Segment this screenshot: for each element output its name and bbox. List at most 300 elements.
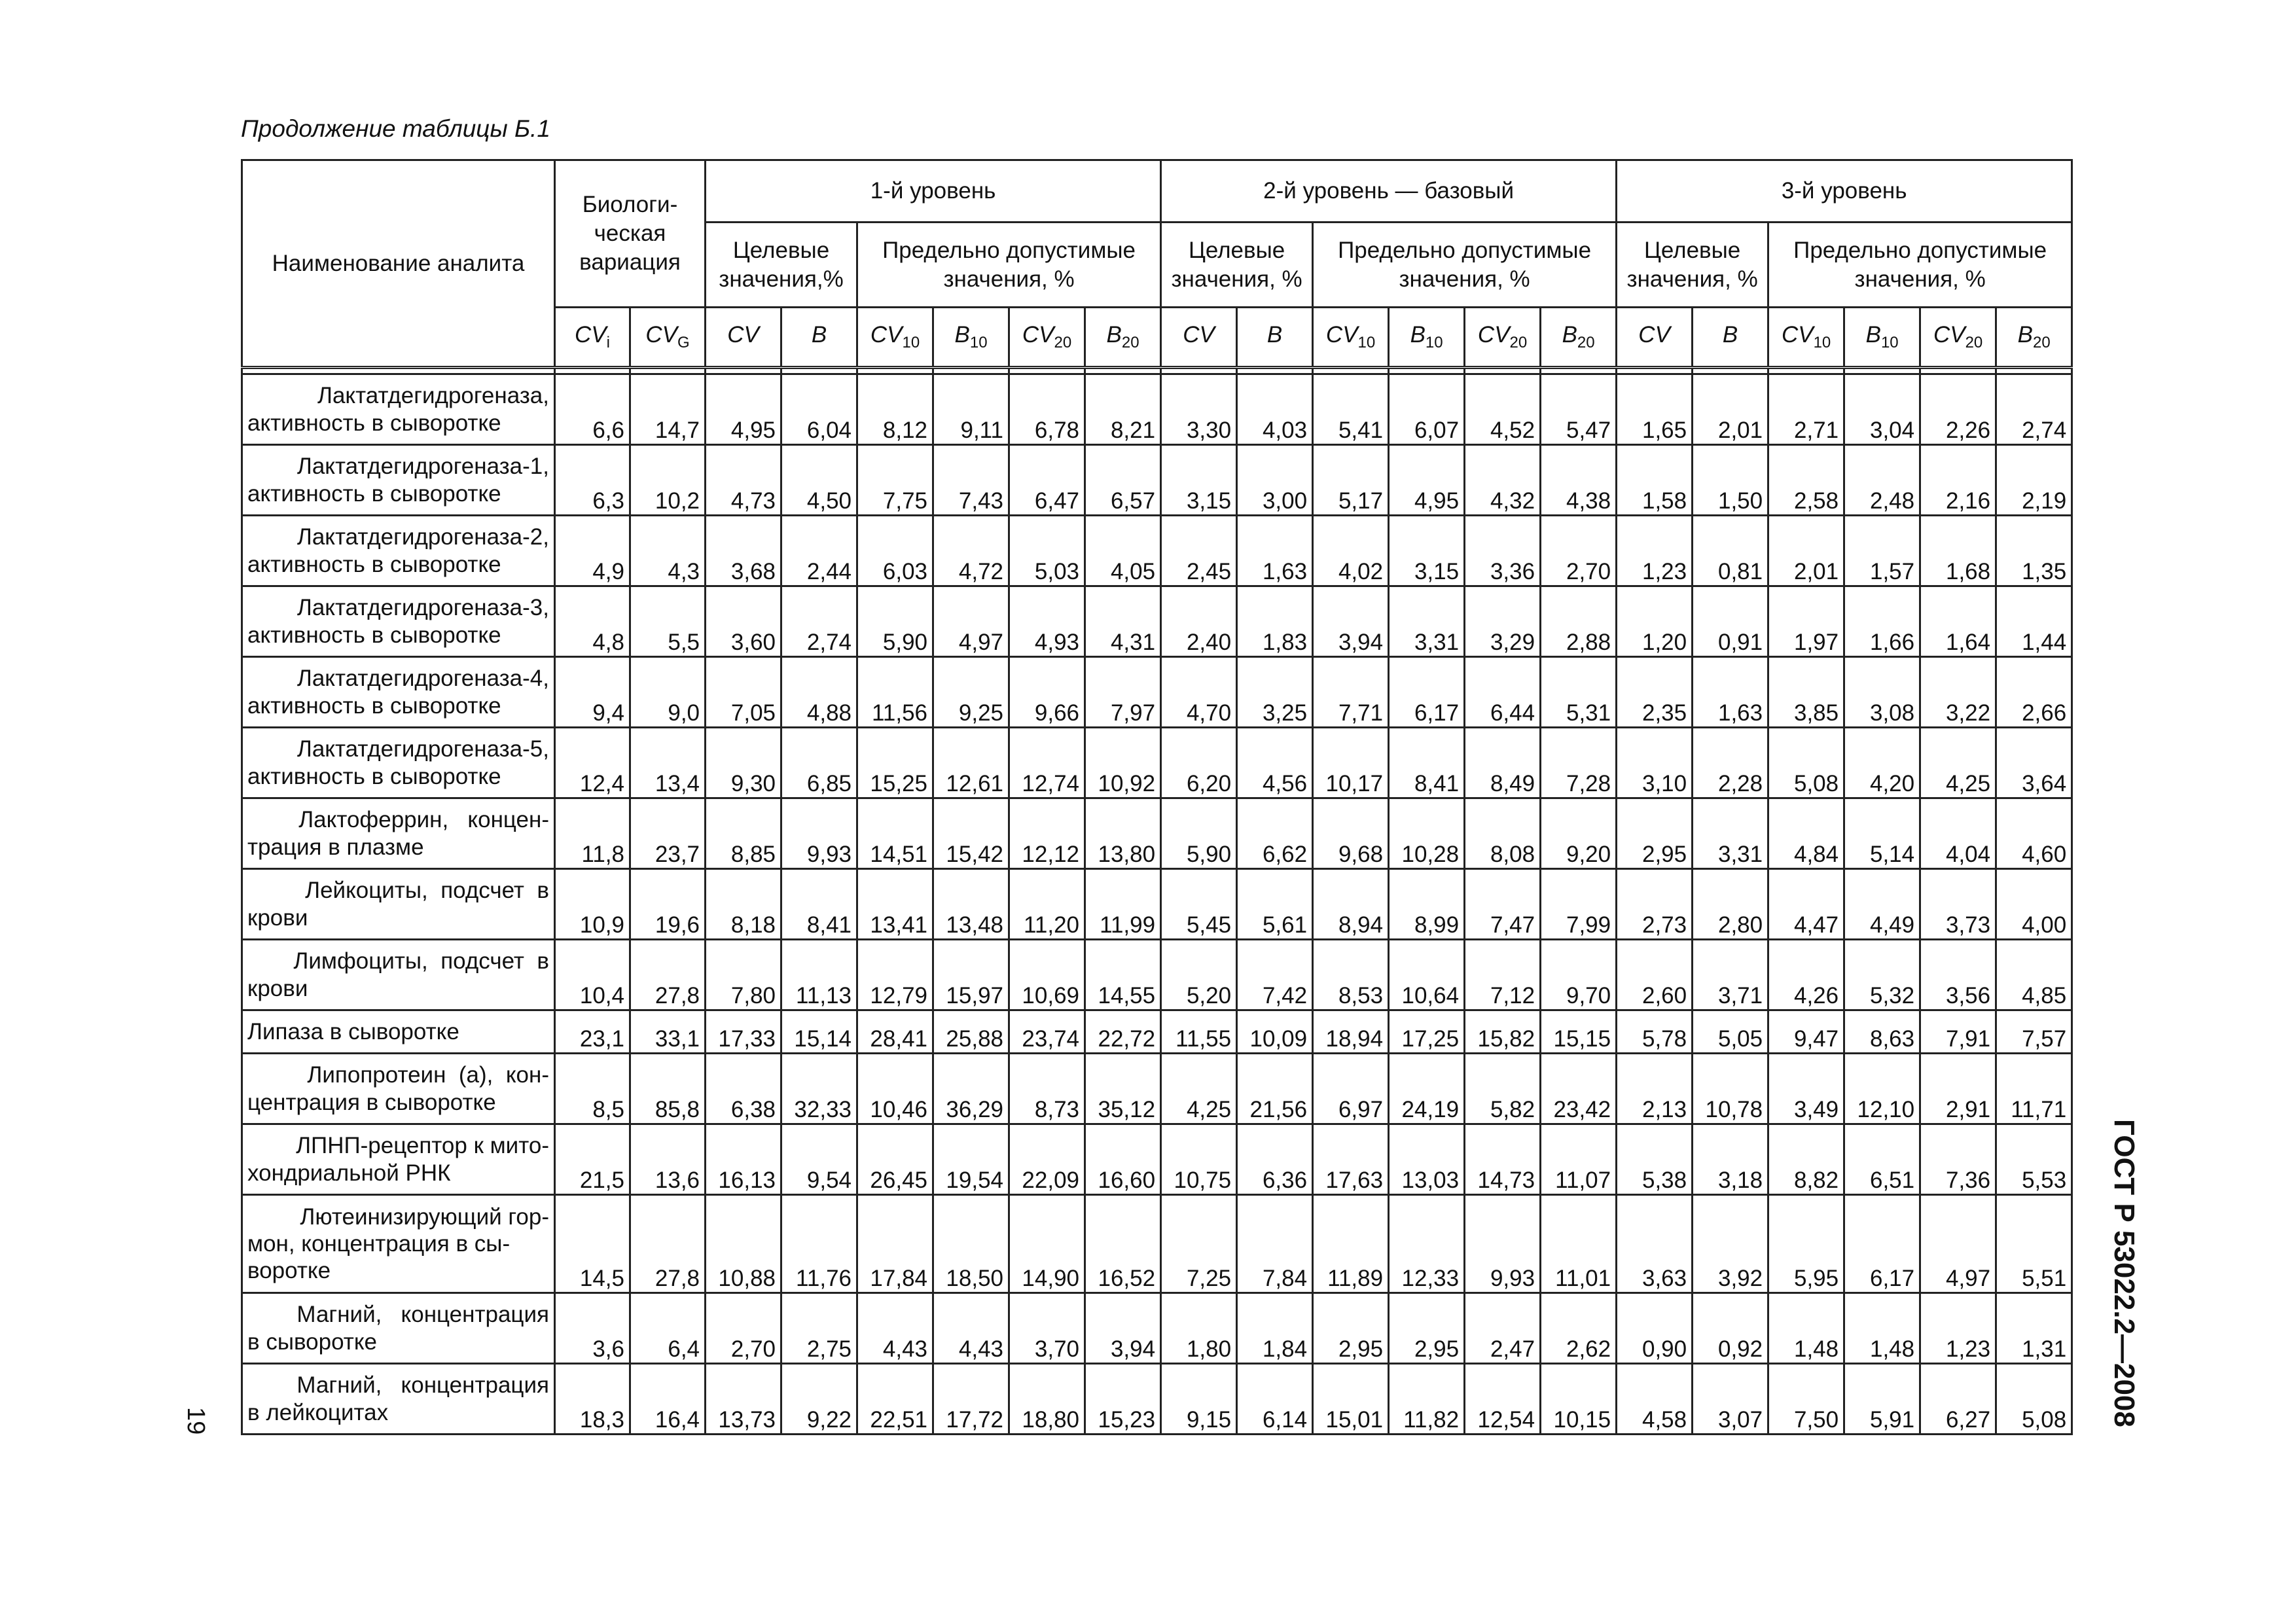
value-cell: 15,82 xyxy=(1465,1010,1541,1054)
value-cell: 2,60 xyxy=(1617,940,1693,1010)
analyte-name: Магний, концентрация в лейкоцитах xyxy=(242,1364,555,1435)
value-cell: 3,04 xyxy=(1844,374,1920,445)
value-cell: 2,26 xyxy=(1920,374,1996,445)
value-cell: 4,43 xyxy=(857,1293,933,1364)
value-cell: 7,84 xyxy=(1237,1195,1313,1293)
value-cell: 10,75 xyxy=(1161,1124,1237,1195)
value-cell: 9,22 xyxy=(781,1364,857,1435)
value-cell: 4,9 xyxy=(555,516,630,586)
analyte-name: Лактоферрин, концен- трация в плазме xyxy=(242,798,555,869)
table-row xyxy=(242,869,2072,940)
value-cell: 27,8 xyxy=(630,1195,706,1293)
value-cell: 2,74 xyxy=(781,586,857,657)
value-cell: 4,95 xyxy=(1389,445,1465,516)
value-cell: 3,07 xyxy=(1693,1364,1768,1435)
value-cell: 15,42 xyxy=(933,798,1009,869)
value-cell: 4,70 xyxy=(1161,657,1237,728)
value-cell: 5,08 xyxy=(1996,1364,2072,1435)
value-cell: 6,3 xyxy=(555,445,630,516)
value-cell: 1,48 xyxy=(1768,1293,1844,1364)
value-cell: 5,45 xyxy=(1161,869,1237,940)
value-cell: 1,35 xyxy=(1996,516,2072,586)
table-row xyxy=(242,445,2072,516)
value-cell: 1,31 xyxy=(1996,1293,2072,1364)
value-cell: 7,75 xyxy=(857,445,933,516)
value-cell: 1,23 xyxy=(1617,516,1693,586)
header-level-3: 3-й уровень xyxy=(1617,160,2072,223)
value-cell: 36,29 xyxy=(933,1054,1009,1124)
value-cell: 5,08 xyxy=(1768,728,1844,798)
value-cell: 1,97 xyxy=(1768,586,1844,657)
value-cell: 3,49 xyxy=(1768,1054,1844,1124)
value-cell: 23,74 xyxy=(1009,1010,1085,1054)
value-cell: 1,66 xyxy=(1844,586,1920,657)
value-cell: 9,11 xyxy=(933,374,1009,445)
value-cell: 4,58 xyxy=(1617,1364,1693,1435)
value-cell: 1,68 xyxy=(1920,516,1996,586)
value-cell: 23,1 xyxy=(555,1010,630,1054)
value-cell: 1,63 xyxy=(1237,516,1313,586)
value-cell: 5,17 xyxy=(1313,445,1389,516)
value-cell: 7,47 xyxy=(1465,869,1541,940)
value-cell: 33,1 xyxy=(630,1010,706,1054)
value-cell: 11,99 xyxy=(1085,869,1161,940)
value-cell: 3,36 xyxy=(1465,516,1541,586)
value-cell: 0,90 xyxy=(1617,1293,1693,1364)
symbol-header: $CV_G$ xyxy=(630,308,706,368)
value-cell: 5,78 xyxy=(1617,1010,1693,1054)
value-cell: 4,26 xyxy=(1768,940,1844,1010)
value-cell: 9,54 xyxy=(781,1124,857,1195)
value-cell: 10,17 xyxy=(1313,728,1389,798)
analyte-name: ЛПНП-рецептор к мито- хондриальной РНК xyxy=(242,1124,555,1195)
value-cell: 17,72 xyxy=(933,1364,1009,1435)
value-cell: 28,41 xyxy=(857,1010,933,1054)
value-cell: 17,84 xyxy=(857,1195,933,1293)
table-row xyxy=(242,728,2072,798)
analyte-name: Лактатдегидрогеназа-5, активность в сыворотке xyxy=(242,728,555,798)
value-cell: 8,5 xyxy=(555,1054,630,1124)
analyte-name: Лактатдегидрогеназа, активность в сыворотке xyxy=(242,374,555,445)
value-cell: 3,31 xyxy=(1693,798,1768,869)
value-cell: 0,91 xyxy=(1693,586,1768,657)
value-cell: 2,44 xyxy=(781,516,857,586)
value-cell: 6,38 xyxy=(706,1054,781,1124)
value-cell: 4,95 xyxy=(706,374,781,445)
value-cell: 3,63 xyxy=(1617,1195,1693,1293)
value-cell: 6,36 xyxy=(1237,1124,1313,1195)
value-cell: 7,97 xyxy=(1085,657,1161,728)
value-cell: 14,55 xyxy=(1085,940,1161,1010)
value-cell: 10,69 xyxy=(1009,940,1085,1010)
value-cell: 5,38 xyxy=(1617,1124,1693,1195)
value-cell: 2,80 xyxy=(1693,869,1768,940)
value-cell: 8,73 xyxy=(1009,1054,1085,1124)
value-cell: 11,76 xyxy=(781,1195,857,1293)
value-cell: 7,25 xyxy=(1161,1195,1237,1293)
value-cell: 1,80 xyxy=(1161,1293,1237,1364)
analyte-name: Лактатдегидрогеназа-4, активность в сыворотке xyxy=(242,657,555,728)
value-cell: 14,73 xyxy=(1465,1124,1541,1195)
value-cell: 11,8 xyxy=(555,798,630,869)
value-cell: 2,28 xyxy=(1693,728,1768,798)
symbol-header: $CV_{10}$ xyxy=(857,308,933,368)
value-cell: 17,33 xyxy=(706,1010,781,1054)
value-cell: 4,93 xyxy=(1009,586,1085,657)
value-cell: 6,97 xyxy=(1313,1054,1389,1124)
value-cell: 1,65 xyxy=(1617,374,1693,445)
header-max-2: Предельно допустимые значения, % xyxy=(1313,223,1617,308)
value-cell: 14,90 xyxy=(1009,1195,1085,1293)
symbol-header: $B_{10}$ xyxy=(933,308,1009,368)
value-cell: 6,78 xyxy=(1009,374,1085,445)
value-cell: 6,85 xyxy=(781,728,857,798)
header-target-1: Целевые значения,% xyxy=(706,223,857,308)
header-analyte: Наименование аналита xyxy=(242,160,555,368)
value-cell: 12,4 xyxy=(555,728,630,798)
value-cell: 7,42 xyxy=(1237,940,1313,1010)
value-cell: 11,82 xyxy=(1389,1364,1465,1435)
value-cell: 11,89 xyxy=(1313,1195,1389,1293)
value-cell: 22,72 xyxy=(1085,1010,1161,1054)
value-cell: 12,12 xyxy=(1009,798,1085,869)
value-cell: 6,04 xyxy=(781,374,857,445)
value-cell: 4,84 xyxy=(1768,798,1844,869)
value-cell: 9,15 xyxy=(1161,1364,1237,1435)
value-cell: 3,60 xyxy=(706,586,781,657)
value-cell: 1,58 xyxy=(1617,445,1693,516)
value-cell: 8,94 xyxy=(1313,869,1389,940)
value-cell: 2,62 xyxy=(1541,1293,1617,1364)
value-cell: 1,64 xyxy=(1920,586,1996,657)
value-cell: 6,07 xyxy=(1389,374,1465,445)
value-cell: 15,23 xyxy=(1085,1364,1161,1435)
table-row xyxy=(242,1054,2072,1124)
value-cell: 85,8 xyxy=(630,1054,706,1124)
table-row xyxy=(242,374,2072,445)
value-cell: 21,56 xyxy=(1237,1054,1313,1124)
value-cell: 2,16 xyxy=(1920,445,1996,516)
value-cell: 4,31 xyxy=(1085,586,1161,657)
value-cell: 4,3 xyxy=(630,516,706,586)
value-cell: 7,80 xyxy=(706,940,781,1010)
value-cell: 7,36 xyxy=(1920,1124,1996,1195)
value-cell: 9,47 xyxy=(1768,1010,1844,1054)
value-cell: 11,07 xyxy=(1541,1124,1617,1195)
header-max-3: Предельно допустимые значения, % xyxy=(1768,223,2072,308)
value-cell: 4,05 xyxy=(1085,516,1161,586)
value-cell: 3,30 xyxy=(1161,374,1237,445)
value-cell: 2,40 xyxy=(1161,586,1237,657)
value-cell: 11,56 xyxy=(857,657,933,728)
symbol-header: B xyxy=(1693,308,1768,368)
value-cell: 8,85 xyxy=(706,798,781,869)
value-cell: 3,85 xyxy=(1768,657,1844,728)
value-cell: 23,7 xyxy=(630,798,706,869)
value-cell: 9,0 xyxy=(630,657,706,728)
value-cell: 18,50 xyxy=(933,1195,1009,1293)
symbol-header: B xyxy=(781,308,857,368)
value-cell: 6,44 xyxy=(1465,657,1541,728)
table-row xyxy=(242,1195,2072,1293)
value-cell: 5,05 xyxy=(1693,1010,1768,1054)
value-cell: 2,95 xyxy=(1389,1293,1465,1364)
analyte-name: Лимфоциты, подсчет в крови xyxy=(242,940,555,1010)
value-cell: 4,72 xyxy=(933,516,1009,586)
symbol-header: $CV_{20}$ xyxy=(1009,308,1085,368)
value-cell: 8,18 xyxy=(706,869,781,940)
value-cell: 0,81 xyxy=(1693,516,1768,586)
value-cell: 9,66 xyxy=(1009,657,1085,728)
value-cell: 2,70 xyxy=(1541,516,1617,586)
value-cell: 2,01 xyxy=(1693,374,1768,445)
value-cell: 2,01 xyxy=(1768,516,1844,586)
value-cell: 3,6 xyxy=(555,1293,630,1364)
value-cell: 6,57 xyxy=(1085,445,1161,516)
value-cell: 10,46 xyxy=(857,1054,933,1124)
value-cell: 1,83 xyxy=(1237,586,1313,657)
value-cell: 13,48 xyxy=(933,869,1009,940)
value-cell: 10,92 xyxy=(1085,728,1161,798)
value-cell: 13,73 xyxy=(706,1364,781,1435)
value-cell: 9,93 xyxy=(1465,1195,1541,1293)
value-cell: 4,47 xyxy=(1768,869,1844,940)
value-cell: 10,64 xyxy=(1389,940,1465,1010)
value-cell: 5,5 xyxy=(630,586,706,657)
value-cell: 13,4 xyxy=(630,728,706,798)
value-cell: 9,25 xyxy=(933,657,1009,728)
value-cell: 9,68 xyxy=(1313,798,1389,869)
value-cell: 6,62 xyxy=(1237,798,1313,869)
value-cell: 4,73 xyxy=(706,445,781,516)
value-cell: 5,51 xyxy=(1996,1195,2072,1293)
header-target-3: Целевые значения, % xyxy=(1617,223,1768,308)
value-cell: 8,21 xyxy=(1085,374,1161,445)
value-cell: 15,14 xyxy=(781,1010,857,1054)
value-cell: 3,56 xyxy=(1920,940,1996,1010)
value-cell: 12,79 xyxy=(857,940,933,1010)
value-cell: 4,02 xyxy=(1313,516,1389,586)
value-cell: 15,97 xyxy=(933,940,1009,1010)
value-cell: 10,9 xyxy=(555,869,630,940)
value-cell: 2,58 xyxy=(1768,445,1844,516)
value-cell: 5,31 xyxy=(1541,657,1617,728)
value-cell: 35,12 xyxy=(1085,1054,1161,1124)
value-cell: 10,28 xyxy=(1389,798,1465,869)
table-row xyxy=(242,516,2072,586)
value-cell: 7,28 xyxy=(1541,728,1617,798)
value-cell: 10,78 xyxy=(1693,1054,1768,1124)
value-cell: 3,68 xyxy=(706,516,781,586)
analyte-name: Магний, концентрация в сыворотке xyxy=(242,1293,555,1364)
value-cell: 5,41 xyxy=(1313,374,1389,445)
value-cell: 10,88 xyxy=(706,1195,781,1293)
symbol-header: $CV_{10}$ xyxy=(1313,308,1389,368)
value-cell: 11,55 xyxy=(1161,1010,1237,1054)
value-cell: 6,51 xyxy=(1844,1124,1920,1195)
value-cell: 12,10 xyxy=(1844,1054,1920,1124)
value-cell: 9,4 xyxy=(555,657,630,728)
value-cell: 18,80 xyxy=(1009,1364,1085,1435)
value-cell: 3,31 xyxy=(1389,586,1465,657)
value-cell: 11,13 xyxy=(781,940,857,1010)
analyte-name: Лактатдегидрогеназа-3, активность в сыворотке xyxy=(242,586,555,657)
value-cell: 14,7 xyxy=(630,374,706,445)
value-cell: 19,54 xyxy=(933,1124,1009,1195)
table-row xyxy=(242,1293,2072,1364)
value-cell: 2,95 xyxy=(1313,1293,1389,1364)
value-cell: 3,00 xyxy=(1237,445,1313,516)
value-cell: 8,82 xyxy=(1768,1124,1844,1195)
value-cell: 13,41 xyxy=(857,869,933,940)
value-cell: 13,80 xyxy=(1085,798,1161,869)
value-cell: 1,20 xyxy=(1617,586,1693,657)
table-row xyxy=(242,657,2072,728)
value-cell: 2,70 xyxy=(706,1293,781,1364)
value-cell: 2,35 xyxy=(1617,657,1693,728)
value-cell: 4,60 xyxy=(1996,798,2072,869)
value-cell: 15,15 xyxy=(1541,1010,1617,1054)
value-cell: 2,75 xyxy=(781,1293,857,1364)
value-cell: 8,41 xyxy=(781,869,857,940)
value-cell: 18,3 xyxy=(555,1364,630,1435)
value-cell: 4,43 xyxy=(933,1293,1009,1364)
value-cell: 3,94 xyxy=(1313,586,1389,657)
value-cell: 5,91 xyxy=(1844,1364,1920,1435)
value-cell: 4,32 xyxy=(1465,445,1541,516)
header-max-1: Предельно допустимые значения, % xyxy=(857,223,1161,308)
symbol-header: $B_{20}$ xyxy=(1541,308,1617,368)
value-cell: 5,90 xyxy=(1161,798,1237,869)
header-target-2: Целевые значения, % xyxy=(1161,223,1313,308)
value-cell: 6,4 xyxy=(630,1293,706,1364)
value-cell: 2,13 xyxy=(1617,1054,1693,1124)
value-cell: 2,66 xyxy=(1996,657,2072,728)
value-cell: 7,50 xyxy=(1768,1364,1844,1435)
value-cell: 15,01 xyxy=(1313,1364,1389,1435)
table-row xyxy=(242,798,2072,869)
value-cell: 8,12 xyxy=(857,374,933,445)
analyte-name: Лейкоциты, подсчет в крови xyxy=(242,869,555,940)
value-cell: 6,20 xyxy=(1161,728,1237,798)
value-cell: 14,51 xyxy=(857,798,933,869)
symbol-header: $CV_i$ xyxy=(555,308,630,368)
value-cell: 4,8 xyxy=(555,586,630,657)
analyte-name: Липаза в сыворотке xyxy=(242,1010,555,1054)
value-cell: 6,6 xyxy=(555,374,630,445)
value-cell: 9,20 xyxy=(1541,798,1617,869)
value-cell: 5,03 xyxy=(1009,516,1085,586)
value-cell: 3,18 xyxy=(1693,1124,1768,1195)
symbol-header: B xyxy=(1237,308,1313,368)
value-cell: 8,63 xyxy=(1844,1010,1920,1054)
value-cell: 2,45 xyxy=(1161,516,1237,586)
value-cell: 1,44 xyxy=(1996,586,2072,657)
value-cell: 12,61 xyxy=(933,728,1009,798)
value-cell: 27,8 xyxy=(630,940,706,1010)
value-cell: 4,50 xyxy=(781,445,857,516)
value-cell: 9,93 xyxy=(781,798,857,869)
value-cell: 3,71 xyxy=(1693,940,1768,1010)
value-cell: 12,74 xyxy=(1009,728,1085,798)
symbol-header: CV xyxy=(706,308,781,368)
value-cell: 4,97 xyxy=(1920,1195,1996,1293)
analyte-name: Лютеинизирующий гор- мон, концентрация в сы- воротке xyxy=(242,1195,555,1293)
value-cell: 1,48 xyxy=(1844,1293,1920,1364)
value-cell: 10,09 xyxy=(1237,1010,1313,1054)
value-cell: 11,01 xyxy=(1541,1195,1617,1293)
symbol-header: $B_{20}$ xyxy=(1996,308,2072,368)
value-cell: 13,6 xyxy=(630,1124,706,1195)
value-cell: 2,19 xyxy=(1996,445,2072,516)
value-cell: 5,95 xyxy=(1768,1195,1844,1293)
value-cell: 4,04 xyxy=(1920,798,1996,869)
value-cell: 3,92 xyxy=(1693,1195,1768,1293)
value-cell: 7,57 xyxy=(1996,1010,2072,1054)
value-cell: 10,4 xyxy=(555,940,630,1010)
value-cell: 6,17 xyxy=(1389,657,1465,728)
value-cell: 0,92 xyxy=(1693,1293,1768,1364)
value-cell: 3,22 xyxy=(1920,657,1996,728)
value-cell: 1,50 xyxy=(1693,445,1768,516)
value-cell: 6,03 xyxy=(857,516,933,586)
value-cell: 9,70 xyxy=(1541,940,1617,1010)
table-row xyxy=(242,586,2072,657)
value-cell: 1,84 xyxy=(1237,1293,1313,1364)
value-cell: 2,95 xyxy=(1617,798,1693,869)
value-cell: 9,30 xyxy=(706,728,781,798)
header-level-1: 1-й уровень xyxy=(706,160,1161,223)
value-cell: 5,53 xyxy=(1996,1124,2072,1195)
value-cell: 7,91 xyxy=(1920,1010,1996,1054)
value-cell: 17,63 xyxy=(1313,1124,1389,1195)
value-cell: 7,05 xyxy=(706,657,781,728)
value-cell: 24,19 xyxy=(1389,1054,1465,1124)
value-cell: 8,53 xyxy=(1313,940,1389,1010)
value-cell: 3,25 xyxy=(1237,657,1313,728)
value-cell: 3,15 xyxy=(1161,445,1237,516)
value-cell: 10,2 xyxy=(630,445,706,516)
value-cell: 4,38 xyxy=(1541,445,1617,516)
value-cell: 3,94 xyxy=(1085,1293,1161,1364)
value-cell: 16,13 xyxy=(706,1124,781,1195)
analyte-name: Лактатдегидрогеназа-1, активность в сыворотке xyxy=(242,445,555,516)
value-cell: 2,47 xyxy=(1465,1293,1541,1364)
value-cell: 4,56 xyxy=(1237,728,1313,798)
value-cell: 22,09 xyxy=(1009,1124,1085,1195)
value-cell: 15,25 xyxy=(857,728,933,798)
document-title: ГОСТ Р 53022.2—2008 xyxy=(2108,1119,2140,1427)
value-cell: 8,99 xyxy=(1389,869,1465,940)
analyte-name: Лактатдегидрогеназа-2, активность в сыворотке xyxy=(242,516,555,586)
value-cell: 3,10 xyxy=(1617,728,1693,798)
symbol-header: $CV_{10}$ xyxy=(1768,308,1844,368)
symbol-header: $B_{10}$ xyxy=(1844,308,1920,368)
symbol-header: $CV_{20}$ xyxy=(1920,308,1996,368)
value-cell: 2,88 xyxy=(1541,586,1617,657)
value-cell: 7,12 xyxy=(1465,940,1541,1010)
value-cell: 21,5 xyxy=(555,1124,630,1195)
value-cell: 3,08 xyxy=(1844,657,1920,728)
value-cell: 16,52 xyxy=(1085,1195,1161,1293)
page-number: 19 xyxy=(182,1407,209,1435)
value-cell: 4,85 xyxy=(1996,940,2072,1010)
value-cell: 16,60 xyxy=(1085,1124,1161,1195)
analyte-name: Липопротеин (а), кон- центрация в сыворотке xyxy=(242,1054,555,1124)
value-cell: 17,25 xyxy=(1389,1010,1465,1054)
value-cell: 6,27 xyxy=(1920,1364,1996,1435)
value-cell: 3,15 xyxy=(1389,516,1465,586)
